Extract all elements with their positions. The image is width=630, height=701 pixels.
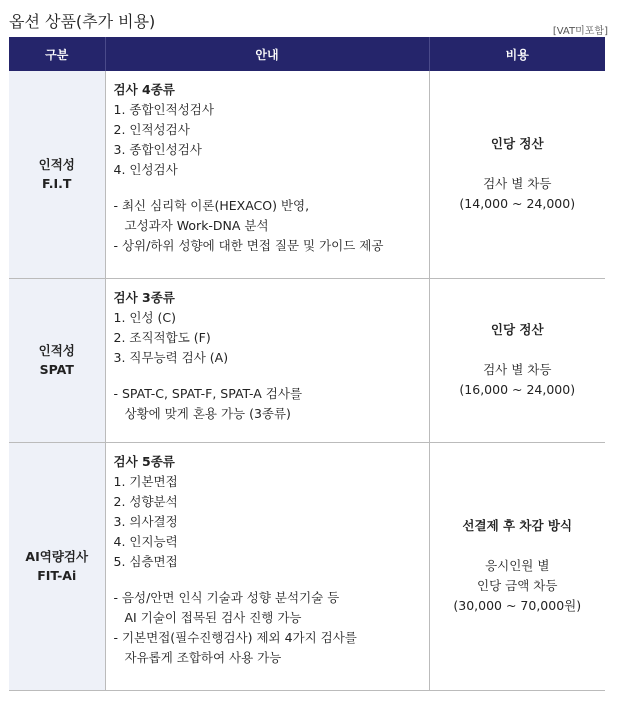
vat-note: [VAT미포함] — [552, 26, 608, 37]
note-line: - 상위/하위 성향에 대한 면접 질문 및 가이드 제공 — [113, 238, 384, 253]
option-table — [9, 37, 605, 691]
category-cell — [9, 71, 105, 278]
spacer — [114, 572, 421, 588]
cost-detail: (30,000 ~ 70,000원) — [453, 598, 582, 613]
cost-method: 인당 정산 — [490, 136, 544, 152]
note-line: - 음성/안면 인식 기술과 성향 분석기술 등 — [113, 589, 340, 605]
test-item: 1. 종합인적성검사 — [113, 102, 214, 117]
header-category: 구분 — [9, 37, 105, 71]
spacer — [431, 340, 605, 360]
cost-cell — [429, 442, 605, 690]
cost-detail: 검사 별 차등 — [483, 362, 552, 377]
spacer — [114, 180, 421, 196]
note-line: 상황에 맞게 혼용 가능 (3종류) — [124, 405, 291, 421]
note-line: - SPAT-C, SPAT-F, SPAT-A 검사를 — [113, 385, 303, 401]
test-count-title: 검사 3종류 — [113, 289, 175, 305]
header-info: 안내 — [105, 37, 429, 71]
test-item: 1. 기본면접 — [113, 473, 178, 489]
test-count-title: 검사 4종류 — [113, 82, 175, 97]
table-row — [9, 442, 605, 690]
test-item: 3. 의사결정 — [113, 513, 178, 529]
test-item: 3. 직무능력 검사 (A) — [113, 349, 229, 365]
cost-method: 인당 정산 — [490, 322, 544, 337]
category-label: FIT-Ai — [37, 568, 77, 583]
test-item: 4. 인성검사 — [113, 162, 178, 177]
info-cell — [105, 442, 429, 690]
category-label: 인적성 — [38, 156, 75, 172]
info-cell — [105, 71, 429, 278]
test-count-title: 검사 5종류 — [113, 453, 175, 469]
category-cell — [9, 442, 105, 690]
note-line: 고성과자 Work-DNA 분석 — [124, 218, 269, 233]
test-item: 2. 조직적합도 (F) — [113, 329, 211, 345]
spacer — [431, 536, 605, 556]
table-header-row — [9, 37, 605, 71]
note-line: - 최신 심리학 이론(HEXACO) 반영, — [113, 198, 310, 213]
cost-detail: (14,000 ~ 24,000) — [459, 196, 576, 212]
test-item: 2. 성향분석 — [113, 493, 178, 509]
header-cost: 비용 — [429, 37, 605, 71]
category-label: 인적성 — [38, 342, 75, 358]
test-item: 4. 인지능력 — [113, 533, 178, 549]
cost-detail: (16,000 ~ 24,000) — [459, 382, 576, 397]
page-title: 옵션 상품(추가 비용) — [9, 12, 156, 31]
cost-detail: 응시인원 별 — [485, 558, 550, 573]
category-label: SPAT — [39, 362, 74, 377]
cost-method: 선결제 후 차감 방식 — [462, 518, 573, 533]
category-cell — [9, 278, 105, 442]
category-label: AI역량검사 — [25, 548, 89, 564]
test-item: 5. 심층면접 — [113, 553, 178, 569]
test-item: 1. 인성 (C) — [113, 309, 177, 325]
spacer — [114, 368, 421, 384]
cost-cell — [429, 71, 605, 278]
spacer — [431, 154, 605, 174]
note-line: 자유롭게 조합하여 사용 가능 — [124, 649, 282, 665]
note-line: AI 기술이 접목된 검사 진행 가능 — [124, 609, 302, 625]
table-row — [9, 71, 605, 278]
category-label: F.I.T — [42, 176, 72, 192]
test-item: 2. 인적성검사 — [113, 122, 190, 137]
test-item: 3. 종합인성검사 — [113, 142, 202, 157]
note-line: - 기본면접(필수진행검사) 제외 4가지 검사를 — [113, 629, 357, 645]
cost-detail: 검사 별 차등 — [483, 176, 552, 192]
table-row — [9, 278, 605, 442]
cost-cell — [429, 278, 605, 442]
cost-detail: 인당 금액 차등 — [477, 578, 558, 593]
info-cell — [105, 278, 429, 442]
